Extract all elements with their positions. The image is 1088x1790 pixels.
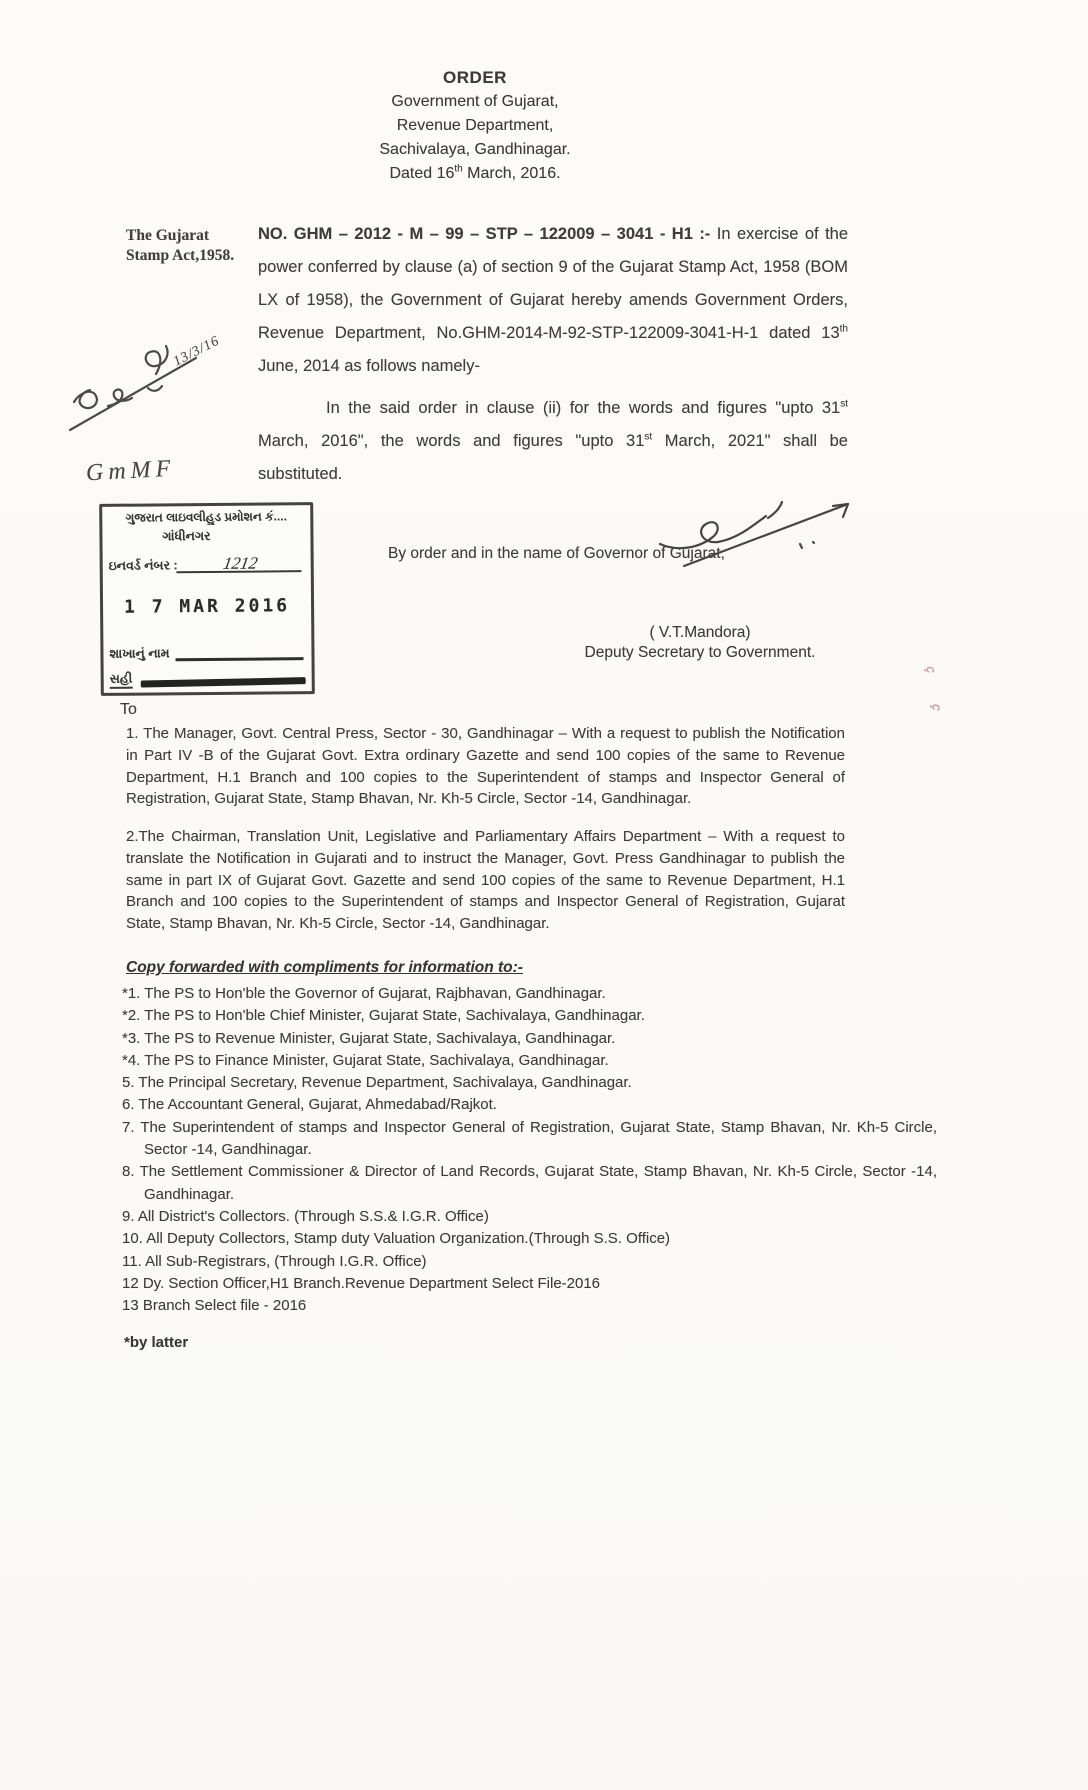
copy-item-5: 5. The Principal Secretary, Revenue Department, Sachivalaya, Gandhinagar. xyxy=(122,1074,632,1092)
handwritten-date: 13/3/16 xyxy=(171,333,223,370)
copy-item-8: 8. The Settlement Commissioner & Director of Land Records, Gujarat State, Stamp Bhavan, Nr. Kh-5 Circle, Sector -14, Gandhinagar. xyxy=(122,1163,937,1203)
stamp-branch-row xyxy=(109,645,303,662)
copy-item-3: *3. The PS to Revenue Minister, Gujarat State, Sachivalaya, Gandhinagar. xyxy=(122,1029,616,1047)
copy-forwarded-list xyxy=(122,983,937,1317)
stamp-inward-row xyxy=(109,555,303,574)
copy-item-2: *2. The PS to Hon'ble Chief Minister, Gujarat State, Sachivalaya, Gandhinagar. xyxy=(122,1007,645,1025)
scan-artifact-mark: ç xyxy=(929,703,946,712)
stamp-sign-label: સહી xyxy=(110,672,133,689)
copy-item-11: 11. All Sub-Registrars, (Through I.G.R. Office) xyxy=(122,1252,427,1270)
copy-item-7: 7. The Superintendent of stamps and Inspector General of Registration, Gujarat State, Stamp Bhavan, Nr. Kh-5 Circle, Sector -14, Gandhinagar. xyxy=(122,1118,937,1159)
copy-item-1: *1. The PS to Hon'ble the Governor of Gujarat, Rajbhavan, Gandhinagar. xyxy=(122,985,606,1002)
stamp-sign-row xyxy=(110,670,306,689)
header-place-line: Sachivalaya, Gandhinagar. xyxy=(379,141,571,158)
header-dated-line: Dated 16th March, 2016. xyxy=(389,163,561,182)
order-number-paragraph: NO. GHM – 2012 - M – 99 – STP – 122009 – 3041 - H1 :- In exercise of the power conferred by clause (a) of section 9 of the Gujarat Stamp Act, 1958 (BOM LX of 1958), the Government of Gujarat hereby amends Government Orders, Revenue Department, No.GHM-2014-M-92-STP-122009-3041-H-1 dated 13th June, 2014 as follows namely- xyxy=(258,225,849,375)
stamp-inward-number: 1212 xyxy=(176,555,304,573)
signatory-name: ( V.T.Mandora) xyxy=(649,624,751,641)
addressee-item-2: 2.The Chairman, Translation Unit, Legislative and Parliamentary Affairs Department – With a request to translate the Notification in Gujarati and to instruct the Manager, Govt. Press Gandhinagar to publish the same in part IX of Gujarat Govt. Gazette and send 100 copies of the same to Revenue Department, H.1 Branch and 100 copies to the Superintendent of stamps and Inspector General of Registration, Gujarat State, Stamp Bhavan, Nr. Kh-5 Circle, Sector -14, Gandhinagar. xyxy=(126,828,845,933)
copy-forwarded-heading: Copy forwarded with compliments for information to:- xyxy=(126,959,523,976)
copy-item-4: *4. The PS to Finance Minister, Gujarat State, Sachivalaya, Gandhinagar. xyxy=(122,1051,609,1069)
copy-item-9: 9. All District's Collectors. (Through S.S.& I.G.R. Office) xyxy=(122,1207,489,1225)
stamp-org-name: ગુજરાત લાઇવલીહુડ પ્રમોશન કં.... xyxy=(125,509,287,525)
signatory-designation: Deputy Secretary to Government. xyxy=(584,644,816,661)
margin-note-line2: Stamp Act,1958. xyxy=(126,247,235,264)
handwritten-signature xyxy=(650,480,870,585)
stamp-org-city: ગાંધીનગર xyxy=(162,528,211,544)
by-order-line: By order and in the name of Governor of Gujarat, xyxy=(388,545,725,562)
stamp-inward-label: ઇનવર્ડ નંબર : xyxy=(108,558,178,573)
handwritten-scribble xyxy=(64,332,254,442)
stamp-sign-smudge xyxy=(140,677,306,687)
scan-artifact-mark: ç xyxy=(923,664,940,675)
stamp-date: 1 7 MAR 2016 xyxy=(123,595,291,618)
footnote-by-latter: *by latter xyxy=(124,1334,189,1351)
copy-item-13: 13 Branch Select file - 2016 xyxy=(122,1297,307,1315)
to-label: To xyxy=(120,701,137,718)
order-title: ORDER xyxy=(443,68,507,87)
header-gov-line: Government of Gujarat, xyxy=(391,93,559,110)
copy-item-6: 6. The Accountant General, Gujarat, Ahmedabad/Rajkot. xyxy=(122,1096,497,1114)
copy-item-10: 10. All Deputy Collectors, Stamp duty Valuation Organization.(Through S.S. Office) xyxy=(122,1230,671,1248)
amendment-paragraph: In the said order in clause (ii) for the words and figures "upto 31st March, 2016", the words and figures "upto 31st March, 2021" shall be substituted. xyxy=(258,398,848,483)
stamp-branch-blank-line xyxy=(175,645,303,661)
addressee-item-1: 1. The Manager, Govt. Central Press, Sector - 30, Gandhinagar – With a request to publish the Notification in Part IV -B of the Gujarat Govt. Extra ordinary Gazette and send 100 copies of the same to Revenue Department, H.1 Branch and 100 copies to the Superintendent of stamps and Inspector General of Registration, Gujarat State, Stamp Bhavan, Nr. Kh-5 Circle, Sector -14, Gandhinagar. xyxy=(126,725,845,808)
margin-note-act xyxy=(126,226,256,266)
inward-stamp-box xyxy=(99,502,315,696)
handwritten-initials: GmMF xyxy=(85,455,176,487)
document-header xyxy=(205,66,745,186)
copy-item-12: 12 Dy. Section Officer,H1 Branch.Revenue Department Select File-2016 xyxy=(122,1274,601,1292)
header-dept-line: Revenue Department, xyxy=(396,117,554,134)
stamp-branch-label: શાખાનું નામ xyxy=(109,646,170,661)
margin-note-line1: The Gujarat xyxy=(126,227,210,244)
